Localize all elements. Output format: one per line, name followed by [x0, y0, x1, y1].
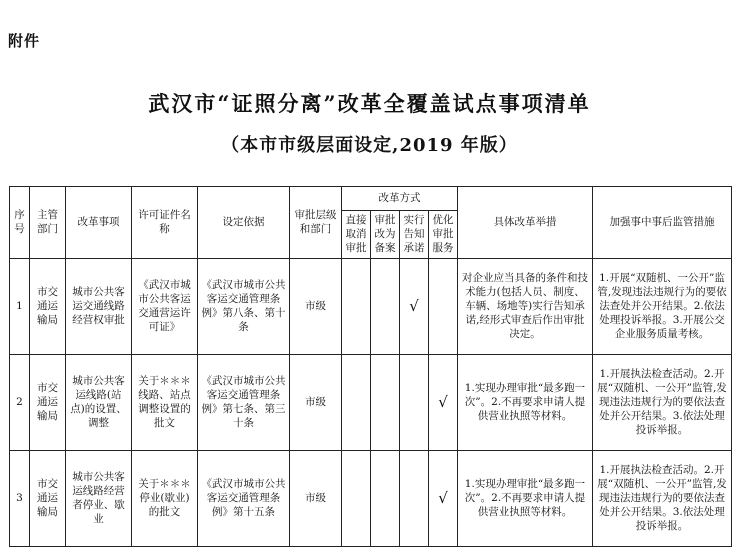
cell-license: 关于＊＊＊线路、站点调整设置的批文 — [132, 354, 198, 450]
item-list-table — [9, 186, 732, 547]
cell-dept: 市交通运输局 — [30, 258, 66, 354]
header-seq: 序号 — [10, 187, 30, 259]
cell-mode-cancel — [342, 258, 371, 354]
cell-item: 城市公共客运线路(站点)的设置、调整 — [66, 354, 132, 450]
cell-mode-commit — [400, 354, 429, 450]
table-header-row — [10, 187, 732, 211]
cell-level: 市级 — [290, 354, 342, 450]
cell-basis: 《武汉市城市公共客运交通管理条例》第七条、第三十条 — [198, 354, 290, 450]
header-mode-commit: 实行告知承诺 — [400, 211, 429, 259]
cell-item: 城市公共客运交通线路经营权审批 — [66, 258, 132, 354]
cell-mode-commit: √ — [400, 258, 429, 354]
cell-mode-filing — [371, 450, 400, 546]
cell-mode-cancel — [342, 354, 371, 450]
cell-mode-filing — [371, 354, 400, 450]
document-title: 武汉市“证照分离”改革全覆盖试点事项清单 — [148, 91, 591, 116]
cell-supervision: 1.开展执法检查活动。2.开展“双随机、一公开”监管,发现违法违规行为的要依法查处并公开结果。3.依法处理投诉举报。 — [593, 450, 732, 546]
header-supervision: 加强事中事后监管措施 — [593, 187, 732, 259]
header-mode-filing: 审批改为备案 — [371, 211, 400, 259]
cell-mode-optimize: √ — [429, 354, 458, 450]
table-row — [10, 258, 732, 354]
cell-mode-cancel — [342, 450, 371, 546]
cell-license: 《武汉市城市公共客运交通营运许可证》 — [132, 258, 198, 354]
header-mode-group: 改革方式 — [342, 187, 458, 211]
table-row — [10, 450, 732, 546]
table-row — [10, 354, 732, 450]
cell-measures: 对企业应当具备的条件和技术能力(包括人员、制度、车辆、场地等)实行告知承诺,经形式审查后作出审批决定。 — [458, 258, 593, 354]
header-basis: 设定依据 — [198, 187, 290, 259]
cell-level: 市级 — [290, 450, 342, 546]
cell-basis: 《武汉市城市公共客运交通管理条例》第十五条 — [198, 450, 290, 546]
cell-mode-optimize: √ — [429, 450, 458, 546]
cell-mode-commit — [400, 450, 429, 546]
document-subtitle: （本市市级层面设定,2019 年版） — [221, 135, 518, 156]
header-dept: 主管部门 — [30, 187, 66, 259]
header-measures: 具体改革举措 — [458, 187, 593, 259]
cell-dept: 市交通运输局 — [30, 450, 66, 546]
header-mode-cancel: 直接取消审批 — [342, 211, 371, 259]
cell-mode-optimize — [429, 258, 458, 354]
cell-basis: 《武汉市城市公共客运交通管理条例》第八条、第十条 — [198, 258, 290, 354]
cell-item: 城市公共客运线路经营者停业、歇业 — [66, 450, 132, 546]
cell-seq: 3 — [10, 450, 30, 546]
cell-level: 市级 — [290, 258, 342, 354]
cell-mode-filing — [371, 258, 400, 354]
cell-measures: 1.实现办理审批“最多跑一次”。2.不再要求申请人提供营业执照等材料。 — [458, 354, 593, 450]
cell-supervision: 1.开展执法检查活动。2.开展“双随机、一公开”监管,发现违法违规行为的要依法查处并公开结果。3.依法处理投诉举报。 — [593, 354, 732, 450]
header-license: 许可证件名称 — [132, 187, 198, 259]
cell-seq: 1 — [10, 258, 30, 354]
attachment-label: 附件 — [8, 32, 41, 50]
cell-supervision: 1.开展“双随机、一公开”监管,发现违法违规行为的要依法查处并公开结果。2.依法处理投诉举报。3.开展公交企业服务质量考核。 — [593, 258, 732, 354]
cell-seq: 2 — [10, 354, 30, 450]
header-mode-optimize: 优化审批服务 — [429, 211, 458, 259]
header-item: 改革事项 — [66, 187, 132, 259]
cell-dept: 市交通运输局 — [30, 354, 66, 450]
cell-measures: 1.实现办理审批“最多跑一次”。2.不再要求申请人提供营业执照等材料。 — [458, 450, 593, 546]
header-level: 审批层级和部门 — [290, 187, 342, 259]
cell-license: 关于＊＊＊停业(歇业)的批文 — [132, 450, 198, 546]
